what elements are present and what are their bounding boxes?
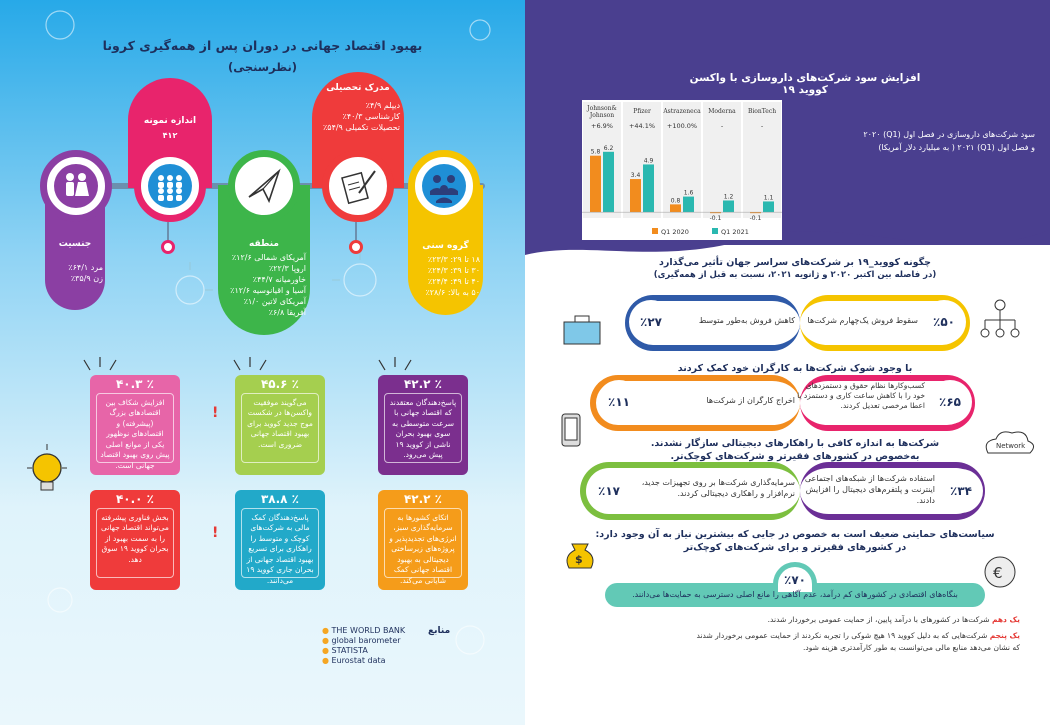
chart-legend-label: Q1 2020 [661,228,689,236]
chart-value-label: 1.2 [723,193,734,201]
row2-right-badge: ٪۶۵ [928,380,972,424]
chart-value-label: 3.4 [630,172,641,180]
chart-category-label: Moderna [708,108,736,115]
chart-bar [590,156,601,212]
card-vaccine: ٪ ۴۵.۶ می‌گویند موفقیت واکسن‌ها در شکست موج جدید کووید برای بهبود اقتصاد جهانی ضروری است. [235,375,325,475]
chart-change-label: +100.0% [666,122,698,130]
row1-right-text: سقوط فروش یک‌چهارم شرکت‌ها [807,316,918,325]
card-gap: ٪ ۴۰.۳ افزایش شکاف بین اقتصادهای بزرگ (پیشرفته) و اقتصادهای نوظهور یکی از موانع اصلی پیش روی بهبود اقتصاد جهانی است. [90,375,180,475]
sample-circle [134,150,206,222]
row2-left-badge: ٪۱۱ [597,380,641,424]
row3-right-badge: ٪۳۴ [939,469,983,513]
region-circle [228,150,300,222]
chart-column-bg [743,102,781,218]
chart-legend-swatch [652,228,658,234]
row2-right-text: کسب‌وکارها نظام حقوق و دستمزدهای خود را با کاهش ساعت کاری و دستمزد یا اعطا مرخصی تعدیل کردند. [797,381,925,410]
chart-bar [763,201,774,212]
region-values: آمریکای شمالی ۱۲/۶٪ اروپا ۲۲/۳٪ خاورمیانه ۴۴/۷٪ آسیا و اقیانوسیه ۱۲/۶٪ آمریکای لاتین ۱/۰٪ آفریقا ۶/۸٪ [230,253,306,317]
chart-category-label: Pfizer [633,108,651,115]
note-efficiency: که نشان می‌دهد منابع مالی می‌توانست به طور کارآمدتری هزینه شود. [803,643,1020,652]
age-circle [408,150,480,222]
people-couple-icon [47,157,105,215]
chart-description: سود شرکت‌های داروسازی در فصل اول (Q1) ۲۰۲۰ و فصل اول (Q1) ۲۰۲۱ ( به میلیارد دلار آمریکا) [863,130,1035,152]
chart-change-label: - [720,122,724,130]
chart-legend-swatch [712,228,718,234]
age-values: ۱۸ تا ۲۹: ۲۳/۳٪ ۳۰ تا ۳۹: ۲۴/۳٪ ۴۰ تا ۴۹: ۲۴/۴٪ ۵۰ به بالا: ۲۸/۶٪ [425,255,480,297]
chart-category-label: BionTech [747,108,777,115]
chart-value-label: -0.1 [749,215,762,223]
gender-circle [40,150,112,222]
card-green-investment: ٪ ۴۲.۲ اتکای کشورها به سرمایه‌گذاری سبز، انرژی‌های تجدیدپذیر و پروژه‌های زیرساختی دیجیتالی به بهبود اقتصاد جهانی کمک شایانی می‌کند. [378,490,468,590]
row1-right-badge: ٪۵۰ [922,300,966,344]
pharma-title: افزایش سود شرکت‌های داروسازی با واکسن کووید ۱۹ [689,72,921,96]
row3-left-badge: ٪۱۷ [587,469,631,513]
chart-value-label: 5.8 [590,148,601,156]
chart-bar [603,152,614,212]
pharma-bar-chart [582,100,782,240]
impact-title: چگونه کووید_۱۹ بر شرکت‌های سراسر جهان تأثیر می‌گذارد (در فاصله بین اکتبر ۲۰۲۰ و ژانویه ۲۰۲۱، نسبت به قبل از همه‌گیری) [653,257,937,280]
row4-text: بنگاه‌های اقتصادی در کشورهای کم درآمد، عدم آگاهی را مانع اصلی دسترسی به حمایت‌ها می‌دانند. [632,590,958,599]
sources-list: ● THE WORLD BANK ● global barometer ● STATISTA ● Eurostat data [322,626,406,665]
phone-icon [558,412,584,448]
education-values: دیپلم ۴/۹٪ کارشناسی ۴۰/۳٪ تحصیلات تکمیلی ۵۴/۹٪ [322,101,400,132]
chart-bar [683,197,694,213]
note-one-fifth: یک پنجم شرکت‌هایی که به دلیل کووید ۱۹ هیچ شوکی را تجربه نکردند از حمایت عمومی برخوردار شدند [696,631,1020,640]
survey-subtitle: (نظرسنجی) [227,60,298,74]
chart-column-bg [703,102,741,218]
digital-title: شرکت‌ها به اندازه کافی با راهکارهای دیجیتالی سازگار نشدند. به‌خصوص در کشورهای فقیرتر و شرکت‌های کوچک‌تر. [650,438,940,462]
chart-category-label: Johnson& Johnson [587,105,617,119]
people-group-icon [415,157,473,215]
row3-left-text: سرمایه‌گذاری شرکت‌ها بر روی تجهیزات جدید، نرم‌افزار و راهکاری دیجیتالی کردند. [641,478,795,498]
chart-column-bg [583,102,621,218]
chart-value-label: 6.2 [603,144,614,152]
chart-value-label: -0.1 [709,215,722,223]
education-circle [322,150,394,222]
gender-title: جنسیت [58,239,92,249]
education-title: مدرک تحصیلی [326,83,390,93]
chart-value-label: 1.1 [763,194,774,202]
svg-text:$: $ [575,553,583,566]
sources-title: منابع [428,626,451,636]
chart-value-label: 4.9 [643,157,654,165]
chart-change-label: +44.1% [628,122,656,130]
pharma-infographic [525,0,1050,725]
age-title: گروه سنی [422,241,469,251]
exclamation-icon: ! [212,405,219,421]
chart-change-label: +6.9% [591,122,613,130]
sample-dot [161,240,175,254]
chart-value-label: 1.6 [683,189,694,197]
paper-plane-icon [235,157,293,215]
euro-coin-icon [980,552,1020,592]
row1-left-text: کاهش فروش به‌طور متوسط [698,316,795,325]
survey-title: بهبود اقتصاد جهانی در دوران پس از همه‌گیری کرونا [102,38,423,53]
help-workers-title: با وجود شوک شرکت‌ها به کارگران خود کمک کردند [677,363,913,374]
org-chart-icon [975,295,1025,345]
crowd-icon [141,157,199,215]
chart-bar [643,164,654,212]
sample-title: اندازه نمونه [143,116,197,126]
document-pen-icon [329,157,387,215]
row3-right-text: استفاده شرکت‌ها از شبکه‌های اجتماعی اینترنت و پلتفرم‌های دیجیتال را افزایش دادند. [804,474,935,505]
pharma-chart [582,100,782,240]
chart-bar [630,179,641,212]
sparkle-decoration-icon [80,355,500,375]
chart-value-label: 0.8 [670,197,681,205]
money-bag-icon [560,532,600,572]
svg-text:€: € [993,564,1003,582]
card-recovery-speed: ٪ ۴۲.۲ پاسخ‌دهندگان معتقدند که اقتصاد جهانی با سرعت متوسطی به سوی بهبود بحران ناشی از کووید ۱۹ پیش می‌رود. [378,375,468,475]
briefcase-icon [560,312,604,348]
chart-column-bg [623,102,661,218]
gender-values: مرد ۶۴/۱٪ زن ۳۵/۹٪ [68,263,103,283]
row4-badge: ٪۷۰ [773,562,817,592]
note-one-tenth: یک دهم شرکت‌ها در کشورهای با درآمد پایین، از حمایت عمومی برخوردار شدند. [767,615,1020,624]
policy-title: سیاست‌های حمایتی ضعیف است به خصوص در جایی که بیشترین نیاز به آن وجود دارد: در کشورهای فقیرتر و برای شرکت‌های کوچک‌تر [595,529,995,553]
exclamation-icon: ! [212,525,219,541]
chart-legend-label: Q1 2021 [721,228,749,236]
education-dot [349,240,363,254]
sample-value: ۴۱۲ [162,131,178,140]
chart-change-label: - [760,122,764,130]
chart-bar [723,200,734,212]
row2-left-text: اخراج کارگران از شرکت‌ها [706,396,795,405]
card-sme-support: ٪ ۳۸.۸ پاسخ‌دهندگان کمک مالی به شرکت‌های کوچک و متوسط را راهکاری برای تسریع بهبود اقتصاد جهانی از بحران جاری کووید ۱۹ می‌دانند. [235,490,325,590]
chart-column-bg [663,102,701,218]
row1-left-badge: ٪۲۷ [629,300,673,344]
region-title: منطقه [249,239,279,249]
svg-text:Network: Network [996,442,1026,450]
chart-bar [670,204,681,212]
lightbulb-icon [22,440,72,510]
card-tech: ٪ ۴۰.۰ بخش فناوری پیشرفته می‌تواند اقتصاد جهانی را به سمت بهبود از بحران کووید ۱۹ سوق دهد. [90,490,180,590]
chart-category-label: Astrazeneca [663,108,701,115]
